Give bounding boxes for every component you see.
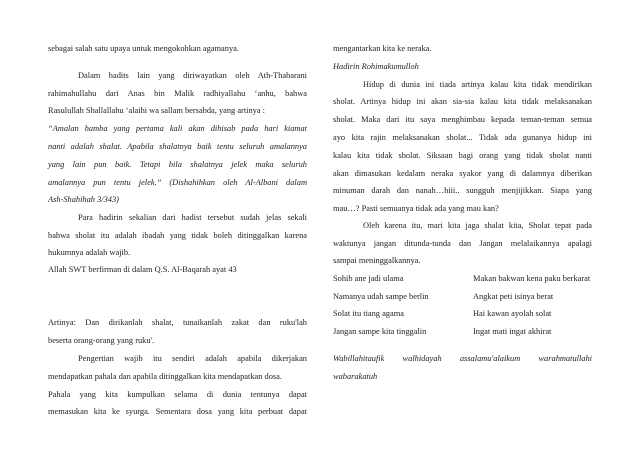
text-line: Allah SWT berfirman di dalam Q.S. Al-Baqarah ayat 43 — [48, 265, 237, 274]
pantun-line-left: Jangan sampe kita tinggalin — [333, 327, 427, 336]
closing-line: Wabillahitaufik walhidayah assalamu'alaikum warahmatullahi — [333, 354, 592, 363]
hadith-quote-line: nanti adalah shalat. Apabila shalatnya baik tentu seluruh amalannya — [48, 142, 307, 151]
text-line: minuman darah dan nanah…hiii.. sungguh menjijikkan. Siapa yang — [333, 186, 592, 195]
text-line: mau…? Pasti semuanya tidak ada yang mau kan? — [333, 204, 499, 213]
text-line: mengantarkan kita ke neraka. — [333, 44, 432, 53]
text-line: Artinya: Dan dirikanlah shalat, tunaikanlah zakat dan ruku'lah — [48, 318, 307, 327]
text-line: sholat. Maka dari itu saya menghimbau kepada teman-teman semua — [333, 115, 592, 124]
text-line: waktunya jangan ditunda-tunda dan Jangan melalaikannya apalagi — [333, 239, 592, 248]
pantun-line-left: Solat itu tiang agama — [333, 309, 404, 318]
text-line: beserta orang-orang yang ruku'. — [48, 336, 155, 345]
pantun-line-right: Makan bakwan kena paku berkarat — [473, 274, 591, 283]
text-line: mendapatkan pahala dan apabila ditinggalkan kita mendapatkan dosa. — [48, 372, 282, 381]
text-line: bahwa sholat itu adalah ibadah yang tidak boleh ditinggalkan karena — [48, 231, 307, 240]
pantun-line-left: Namanya udah sampe berlin — [333, 292, 429, 301]
text-line: kalau kita tidak sholat. Siksaan bagi orang yang tidak sholat nanti — [333, 151, 592, 160]
text-line: rahimahullahu dari Anas bin Malik radhiyallahu ‘anhu, bahwa — [48, 89, 307, 98]
hadith-quote-line: amalannya pun tentu jelek.” (Dishahihkan oleh Al-Albani dalam — [48, 178, 307, 187]
text-line: Para hadirin sekalian dari hadist tersebut sudah jelas sekali — [78, 213, 307, 222]
text-line: Pahala yang kita kumpulkan selama di dunia tentunya dapat — [48, 390, 307, 399]
text-line: memasukan kita ke syurga. Sementara dosa yang kita perbuat dapat — [48, 407, 307, 416]
pantun-line-right: Ingat mati ingat akhirat — [473, 327, 552, 336]
pantun-line-right: Angkat peti isinya berat — [473, 292, 554, 301]
hadith-quote-line: yang lain pun baik. Tetapi bila shalatnya jelek maka seluruh — [48, 160, 307, 169]
hadith-quote-line: Ash-Shahihah 3/343) — [48, 195, 119, 204]
text-line: sebagai salah satu upaya untuk mengokohkan agamanya. — [48, 44, 239, 53]
text-line: Rasulullah Shallallahu ‘alaihi wa sallam bersabda, yang artinya : — [48, 106, 265, 115]
text-line: akan dimasukan kedalam neraka syakor yang di dalamnya diberikan — [333, 169, 592, 178]
text-line: Pengertian wajib itu sendiri adalah apabila dikerjakan — [78, 354, 307, 363]
text-line: Hidup di dunia ini tiada artinya kalau kita tidak mendirikan — [363, 80, 592, 89]
text-line: sholat. Artinya hidup ini akan sia-sia kalau kita tidak melaksanakan — [333, 97, 592, 106]
text-line: hukumnya adalah wajib. — [48, 248, 131, 257]
text-line: sampai meninggalkannya. — [333, 256, 421, 265]
closing-line: wabarakatuh — [333, 372, 378, 381]
text-line: Oleh karena itu, mari kita jaga shalat kita, Sholat tepat pada — [363, 221, 592, 230]
pantun-line-right: Hai kawan ayolah solat — [473, 309, 552, 318]
text-line: Dalam hadits lain yang diriwayatkan oleh Ath-Thabarani — [78, 71, 307, 80]
pantun-line-left: Sohib ane jadi ulama — [333, 274, 404, 283]
text-line: ayo kita rajin melaksanakan sholat... Tidak ada gunanya hidup ini — [333, 133, 592, 142]
hadith-quote-line: “Amalan hamba yang pertama kali akan dihisab pada hari kiamat — [48, 124, 307, 133]
section-heading: Hadirin Rohimakumulloh — [333, 62, 419, 71]
